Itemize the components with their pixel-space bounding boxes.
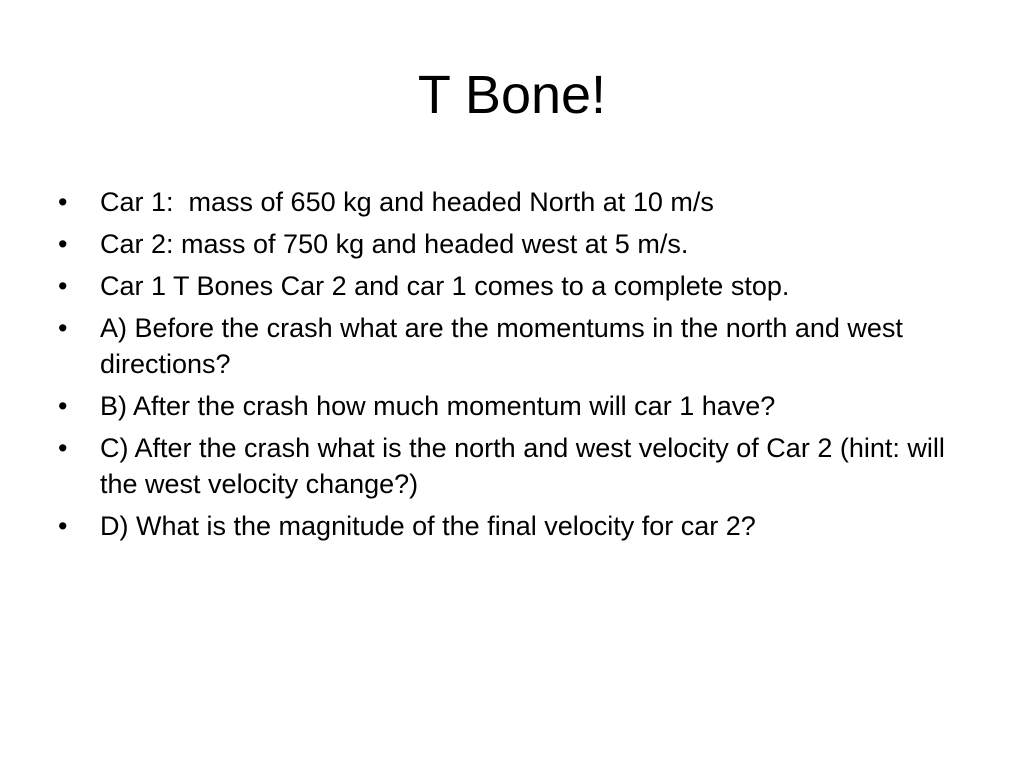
bullet-item-7: [56, 508, 976, 544]
bullet-icon: •: [58, 433, 68, 463]
bullet-icon: •: [58, 313, 68, 343]
bullet-text: D) What is the magnitude of the final velocity for car 2?: [100, 511, 756, 541]
bullet-item-6: [56, 430, 976, 502]
bullet-icon: •: [58, 229, 68, 259]
bullet-text: Car 2: mass of 750 kg and headed west at 5 m/s.: [100, 229, 689, 259]
bullet-text: B) After the crash how much momentum will car 1 have?: [100, 391, 776, 421]
bullet-icon: •: [58, 271, 68, 301]
bullet-text: C) After the crash what is the north and west velocity of Car 2 (hint: will the west velocity change?): [100, 433, 953, 499]
bullet-text: A) Before the crash what are the momentums in the north and west directions?: [100, 313, 911, 379]
slide-title: T Bone!: [417, 65, 607, 125]
bullet-icon: •: [58, 187, 68, 217]
bullet-text: Car 1: mass of 650 kg and headed North at 10 m/s: [100, 187, 714, 217]
bullet-item-4: [56, 310, 976, 382]
bullet-icon: •: [58, 511, 68, 541]
bullet-item-5: [56, 388, 976, 424]
bullet-item-3: [56, 268, 976, 304]
bullet-text: Car 1 T Bones Car 2 and car 1 comes to a complete stop.: [100, 271, 790, 301]
bullet-icon: •: [58, 391, 68, 421]
bullet-list: [56, 184, 976, 550]
bullet-item-1: [56, 184, 976, 220]
bullet-item-2: [56, 226, 976, 262]
